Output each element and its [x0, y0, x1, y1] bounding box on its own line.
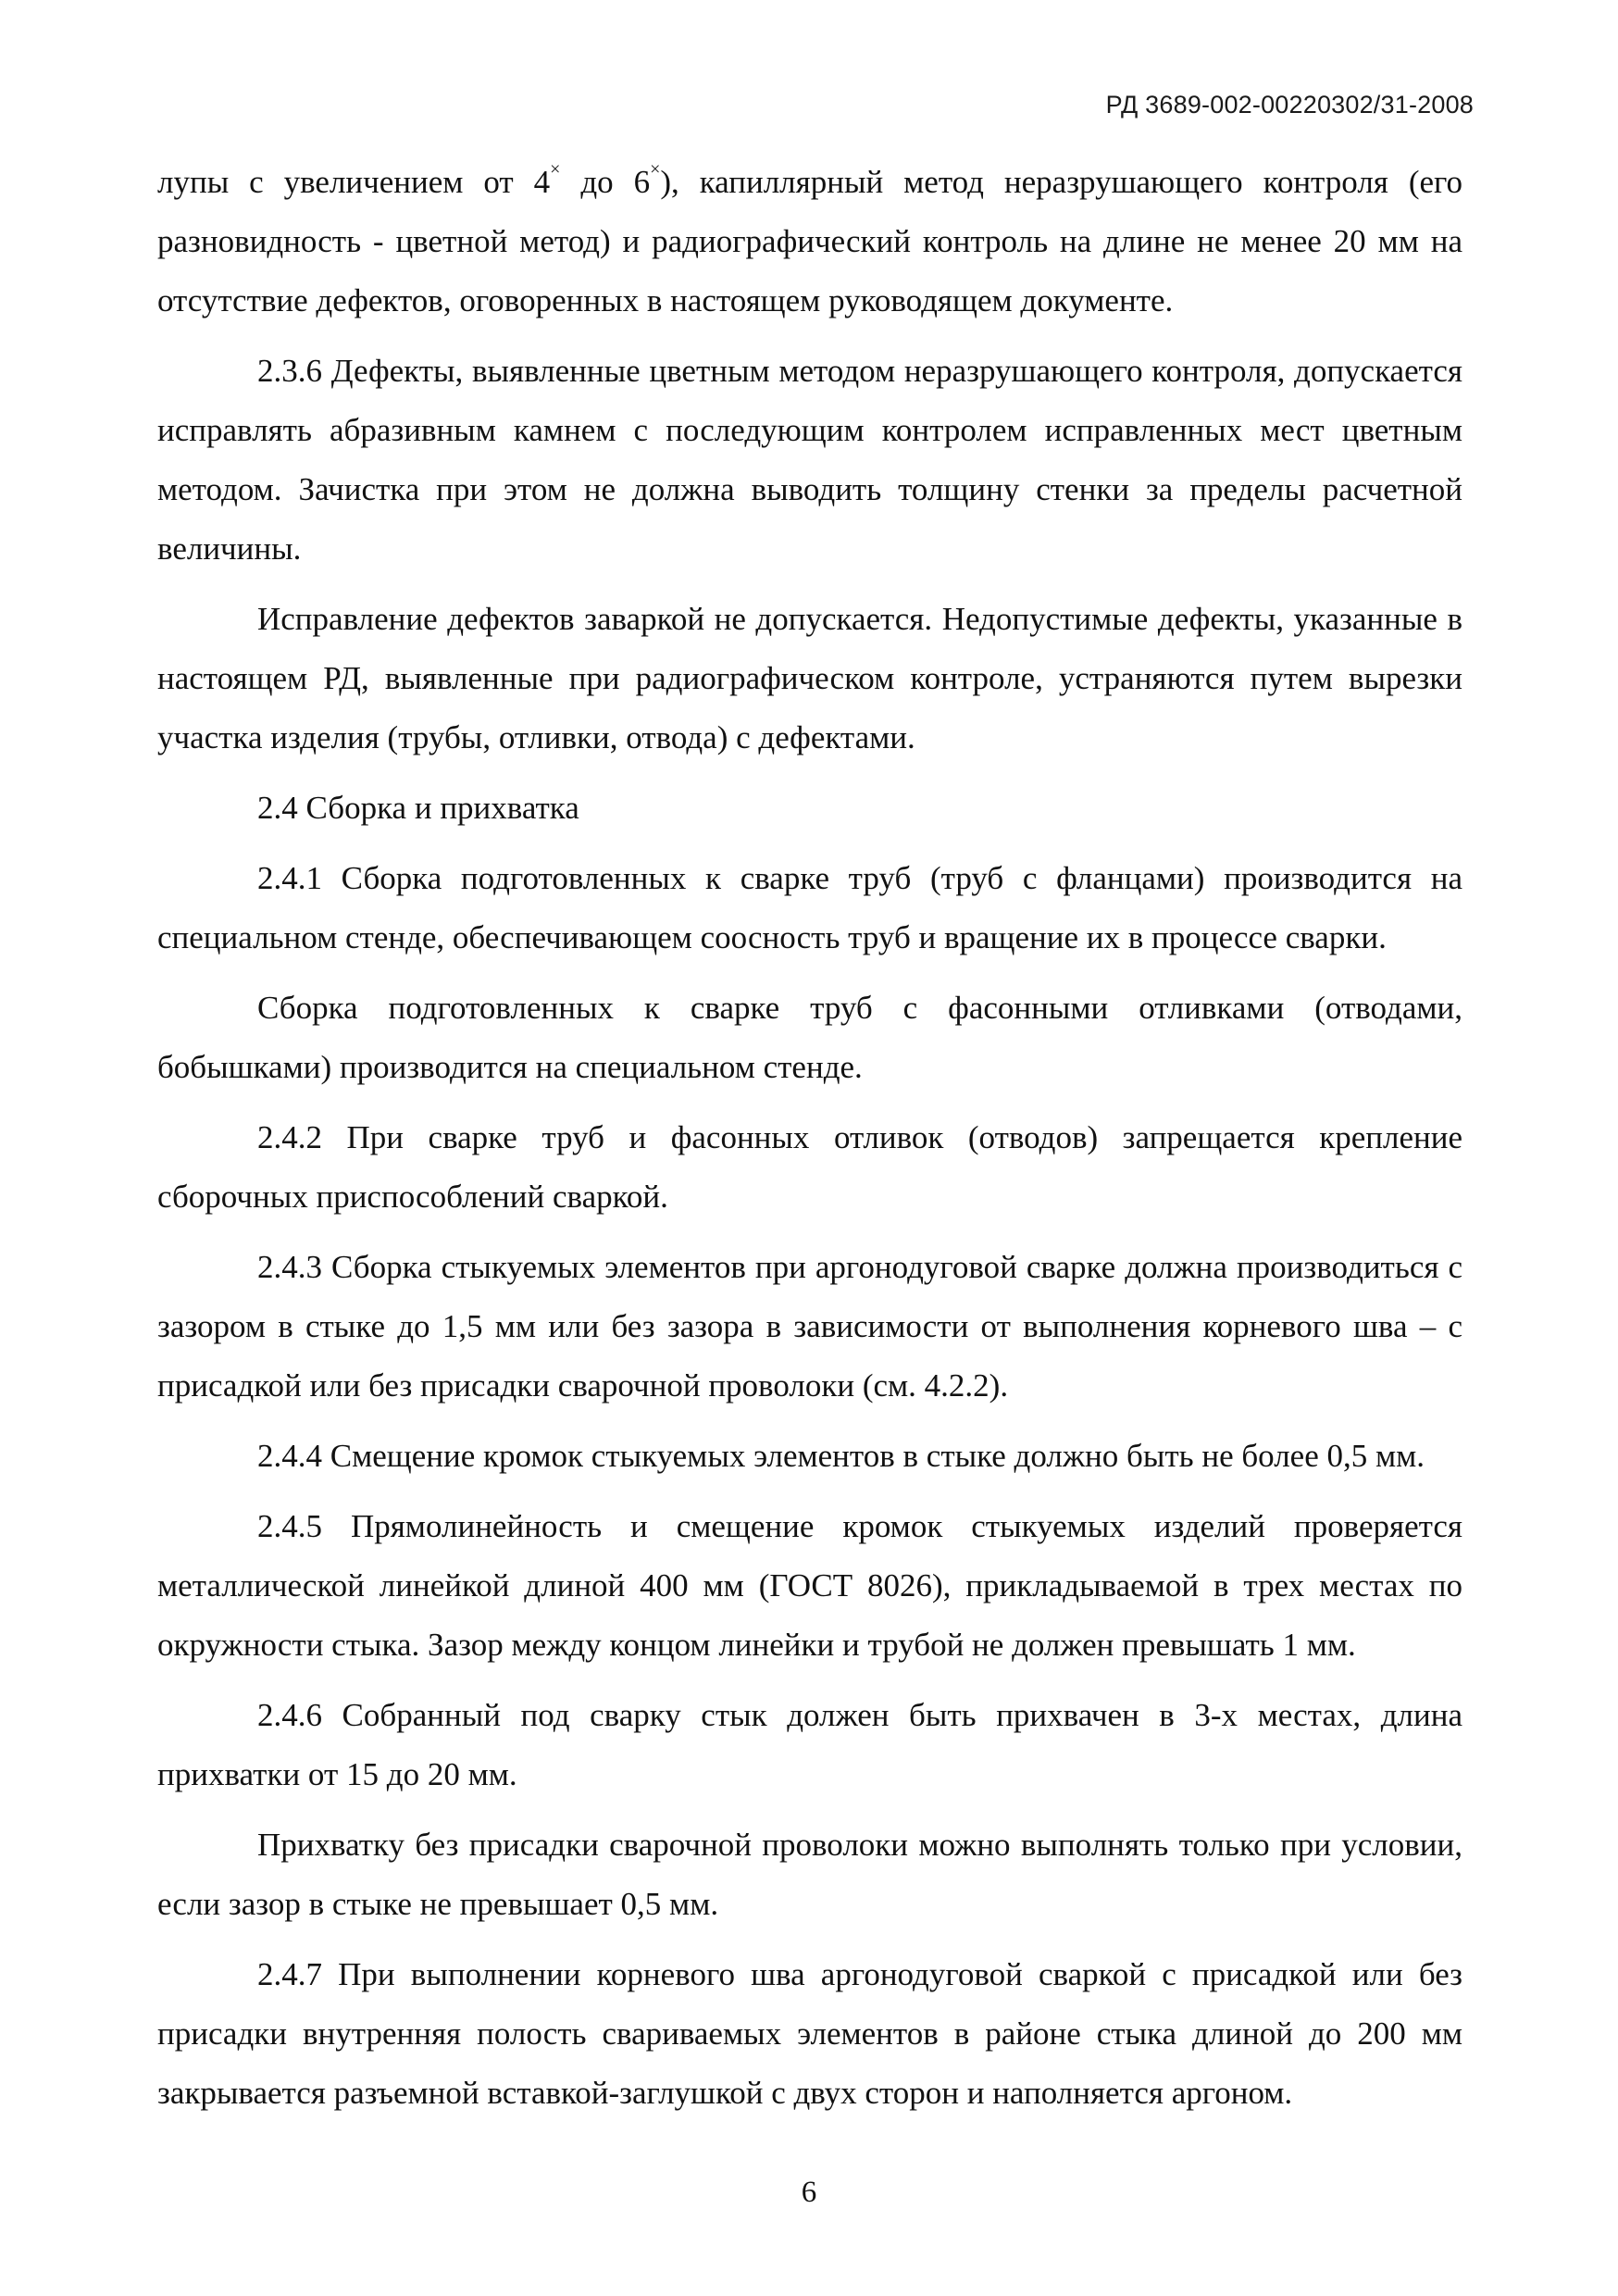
paragraph-2-4-7: 2.4.7 При выполнении корневого шва аргонодуговой сваркой с присадкой или без присадки внутренняя полость свариваемых элементов в районе стыка длиной до 200 мм закрывается разъемной вставкой-заглушкой с двух сторон и наполняется аргоном. — [157, 1956, 1462, 2111]
paragraph-2-4-6: 2.4.6 Собранный под сварку стык должен быть прихвачен в 3-х местах, длина прихватки от 15 до 20 мм. — [157, 1697, 1462, 1792]
paragraph-2-4-5: 2.4.5 Прямолинейность и смещение кромок стыкуемых изделий проверяется металлической линейкой длиной 400 мм (ГОСТ 8026), прикладываемой в трех местах по окружности стыка. Зазор между концом линейки и трубой не должен превышать 1 мм. — [157, 1508, 1462, 1663]
magnification-superscript: × — [550, 159, 561, 181]
paragraph-2-4-3: 2.4.3 Сборка стыкуемых элементов при аргонодуговой сварке должна производиться с зазором в стыке до 1,5 мм или без зазора в зависимости от выполнения корневого шва – с присадкой или без присадки сварочной проволоки (см. 4.2.2). — [157, 1249, 1462, 1404]
paragraph-2-4-4: 2.4.4 Смещение кромок стыкуемых элементов в стыке должно быть не более 0,5 мм. — [257, 1438, 1425, 1474]
page-number: 6 — [801, 2176, 817, 2209]
paragraph-2-4-1: 2.4.1 Сборка подготовленных к сварке труб (труб с фланцами) производится на специальном стенде, обеспечивающем соосность труб и вращение их в процессе сварки. — [157, 860, 1462, 955]
paragraph-continuation — [157, 153, 1462, 331]
magnification-superscript: × — [650, 159, 661, 181]
paragraph-assembly-castings: Сборка подготовленных к сварке труб с фасонными отливками (отводами, бобышками) производится на специальном стенде. — [157, 990, 1462, 1085]
paragraph-text-part: ), капиллярный метод неразрушающего контроля (его разновидность - цветной метод) и радиографический контроль на длине не менее 20 мм на отсутствие дефектов, оговоренных в настоящем руководящем документе. — [157, 164, 1462, 318]
document-body — [157, 153, 1462, 2134]
paragraph-defect-repair: Исправление дефектов заваркой не допускается. Недопустимые дефекты, указанные в настоящем РД, выявленные при радиографическом контроле, устраняются путем вырезки участка изделия (трубы, отливки, отвода) с дефектами. — [157, 601, 1462, 755]
section-heading-2-4: 2.4 Сборка и прихватка — [257, 790, 579, 826]
document-code-header: РД 3689-002-00220302/31-2008 — [1105, 91, 1474, 119]
paragraph-tack-weld-condition: Прихватку без присадки сварочной проволоки можно выполнять только при условии, если зазор в стыке не превышает 0,5 мм. — [157, 1827, 1462, 1922]
paragraph-2-3-6: 2.3.6 Дефекты, выявленные цветным методом неразрушающего контроля, допускается исправлять абразивным камнем с последующим контролем исправленных мест цветным методом. Зачистка при этом не должна выводить толщину стенки за пределы расчетной величины. — [157, 353, 1462, 567]
paragraph-text-part: лупы с увеличением от 4 — [157, 164, 551, 200]
paragraph-2-4-2: 2.4.2 При сварке труб и фасонных отливок (отводов) запрещается крепление сборочных приспособлений сваркой. — [157, 1119, 1462, 1215]
paragraph-text-part: до 6 — [560, 164, 651, 200]
